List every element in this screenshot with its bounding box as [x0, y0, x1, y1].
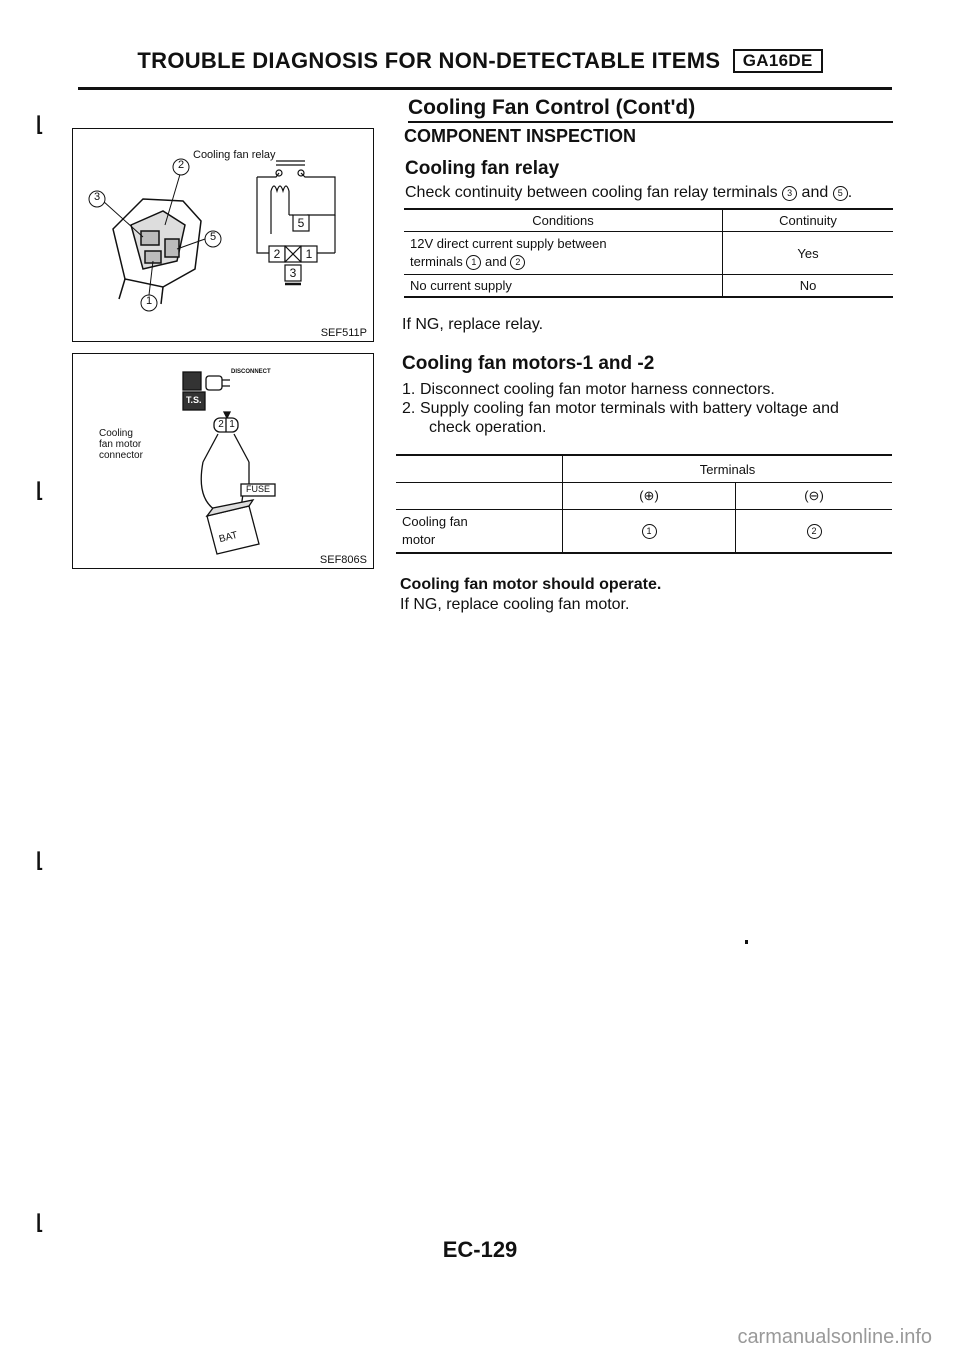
motors-result: Cooling fan motor should operate.	[400, 576, 662, 593]
margin-mark: ⌊	[36, 480, 44, 502]
relay-diagram	[73, 129, 373, 341]
section-rule	[408, 121, 893, 123]
motors-steps: 1. Disconnect cooling fan motor harness connectors. 2. Supply cooling fan motor terminals with battery voltage and check operation.	[402, 381, 839, 436]
fan-motor-figure	[72, 353, 374, 569]
figure-code: SEF511P	[320, 327, 367, 339]
pin-2: 2	[218, 419, 224, 430]
relay-instruction: Check continuity between cooling fan relay terminals 3 and 5 .	[405, 184, 853, 201]
terminal-box-2: 2	[273, 247, 281, 261]
margin-mark: ⌊	[36, 850, 44, 872]
terminal-box-1: 1	[305, 247, 313, 261]
relay-row2-result: No	[799, 278, 817, 293]
relay-body	[113, 199, 201, 304]
pin-1: 1	[229, 419, 235, 430]
header-title: TROUBLE DIAGNOSIS FOR NON-DETECTABLE ITEMS	[137, 48, 721, 73]
engine-badge: GA16DE	[733, 49, 823, 73]
motors-heading: Cooling fan motors-1 and -2	[402, 353, 655, 374]
callout-5: 5	[209, 231, 217, 243]
motors-ng-note: If NG, replace cooling fan motor.	[400, 596, 630, 613]
motors-col-terminals: Terminals	[699, 461, 756, 477]
callout-1: 1	[145, 295, 153, 307]
figure-code: SEF806S	[319, 554, 367, 566]
fuse-label: FUSE	[245, 484, 270, 494]
page-header	[0, 48, 960, 74]
header-rule	[78, 87, 892, 90]
relay-row2-condition: No current supply	[404, 275, 723, 297]
relay-table	[404, 208, 893, 298]
terminal-box-3: 3	[289, 266, 297, 280]
callout-2: 2	[177, 159, 185, 171]
ts-label: T.S.	[186, 395, 202, 405]
margin-mark: ⌊	[36, 114, 44, 136]
relay-figure-title: Cooling fan relay	[193, 149, 276, 161]
motors-table	[396, 454, 892, 554]
disconnect-label: DISCONNECT	[231, 369, 271, 375]
connector-label: Cooling fan motor connector	[99, 428, 143, 461]
margin-mark: ⌊	[36, 1212, 44, 1234]
motors-row-label: Cooling fan motor	[396, 510, 563, 553]
relay-col-conditions: Conditions	[404, 210, 723, 232]
relay-row1-result: Yes	[797, 245, 819, 261]
terminal-box-5: 5	[297, 216, 305, 230]
relay-figure	[72, 128, 374, 342]
motors-row-minus: 2	[736, 510, 893, 553]
relay-row1-condition: 12V direct current supply between terminals 1 and 2	[404, 232, 723, 275]
motors-col-plus: (⊕)	[563, 483, 736, 510]
bat-label: BAT	[217, 529, 239, 546]
page-number: EC-129	[442, 1237, 518, 1262]
relay-ng-note: If NG, replace relay.	[402, 316, 544, 333]
motors-col-minus: (⊖)	[804, 488, 824, 503]
callout-3: 3	[93, 191, 101, 203]
motors-row-plus: 1	[563, 510, 736, 553]
section-subtitle: COMPONENT INSPECTION	[404, 126, 637, 146]
section-title: Cooling Fan Control (Cont'd)	[408, 96, 696, 119]
relay-heading: Cooling fan relay	[405, 158, 560, 179]
print-speck	[745, 940, 748, 944]
relay-col-continuity: Continuity	[779, 213, 837, 228]
footer-watermark: carmanualsonline.info	[737, 1326, 932, 1348]
